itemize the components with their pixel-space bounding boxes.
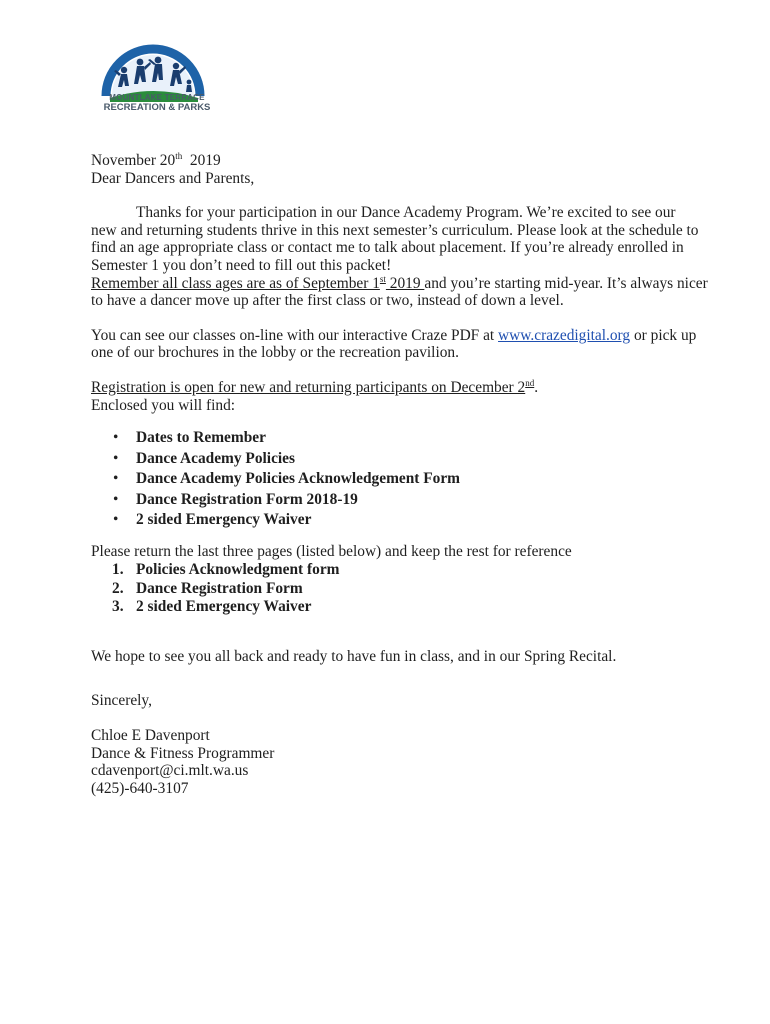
signature-block [91, 727, 671, 797]
signoff: Sincerely, [91, 692, 152, 710]
bullet-icon: • [113, 511, 119, 529]
registration-notice: Registration is open for new and returning participants on December 2nd. [91, 377, 539, 396]
closing-paragraph: We hope to see you all back and ready to have fun in class, and in our Spring Recital. [91, 647, 617, 665]
list-item: • Dates to Remember [91, 428, 671, 449]
return-list [91, 561, 671, 617]
logo-line-2: RECREATION & PARKS [103, 102, 211, 113]
online-classes-paragraph: You can see our classes on-line with our interactive Craze PDF at www.crazedigital.org or pick up one of our brochures in the lobby or the recreation pavilion. [91, 326, 697, 362]
list-item: • Dance Registration Form 2018-19 [91, 490, 671, 511]
greeting: Dear Dancers and Parents, [91, 169, 255, 187]
return-instructions: Please return the last three pages (listed below) and keep the rest for reference [91, 542, 572, 560]
bullet-icon: • [113, 429, 119, 447]
enclosed-heading: Enclosed you will find: [91, 396, 236, 414]
intro-paragraph: Thanks for your participation in our Dance Academy Program. We’re excited to see our new and returning students thrive in this next semester’s curriculum. Please look at the schedule to find an age appropriate class or contact me to talk about placement. If you’re already enrolled in Semester 1 you don’t need to fill out this packet! Remember all class ages are as of September 1st 2019 and you’re starting mid-year. It’s always nicer to have a dancer move up after the first class or two, instead of down a level. [91, 204, 708, 310]
signature-phone: (425)-640-3107 [91, 779, 189, 797]
bullet-icon: • [113, 449, 119, 467]
letter-body [91, 151, 708, 797]
age-reminder: Remember all class ages are as of September 1st 2019 and you’re starting mid-year. It’s always nicer [91, 273, 708, 292]
logo-line-1: MOUNTLAKE TERRACE [109, 93, 205, 102]
bullet-icon: • [113, 470, 119, 488]
signature-name: Chloe E Davenport [91, 726, 210, 744]
enclosed-list [91, 428, 671, 531]
bullet-icon: • [113, 490, 119, 508]
list-item: • Dance Academy Policies [91, 449, 671, 470]
logo-wordmark [92, 93, 222, 113]
list-item: 2. Dance Registration Form [112, 579, 303, 597]
list-item: • 2 sided Emergency Waiver [91, 510, 671, 531]
list-item: 3. 2 sided Emergency Waiver [112, 598, 312, 616]
list-item: • Dance Academy Policies Acknowledgement Form [91, 469, 671, 490]
signature-email: cdavenport@ci.mlt.wa.us [91, 762, 249, 780]
signature-title: Dance & Fitness Programmer [91, 744, 275, 762]
list-item: 1. Policies Acknowledgment form [112, 561, 340, 579]
letter-date: November 20th 2019 [91, 151, 221, 169]
craze-digital-link[interactable]: www.crazedigital.org [498, 326, 631, 344]
